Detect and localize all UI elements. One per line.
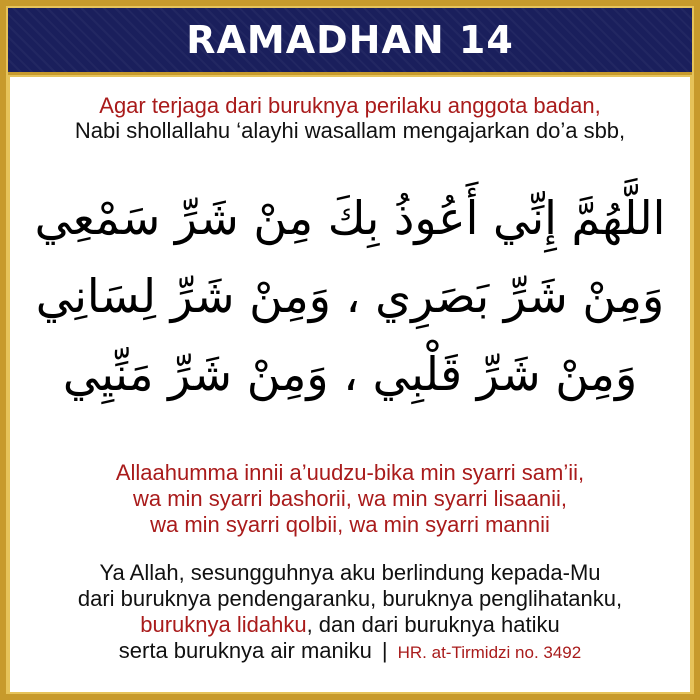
meaning-line-3-rest: , dan dari buruknya hatiku — [306, 612, 560, 637]
translit-line-2: wa min syarri bashorii, wa min syarri lisaanii, — [132, 486, 567, 511]
arabic-dua — [30, 179, 670, 413]
intro-line-1: Agar terjaga dari buruknya perilaku anggota badan, — [99, 93, 601, 118]
meaning-highlight: buruknya lidahku — [140, 612, 307, 637]
arabic-line-1: اللَّهُمَّ إِنِّي أَعُوذُ بِكَ مِنْ شَرِّ سَمْعِي — [34, 191, 666, 245]
meaning-line-4 — [10, 638, 690, 666]
transliteration — [10, 460, 690, 538]
meaning-line-4-text: serta buruknya air maniku — [118, 638, 372, 663]
intro-line-2: Nabi shollallahu ‘alayhi wasallam mengajarkan do’a sbb, — [74, 118, 626, 143]
header-banner — [8, 8, 692, 72]
content-panel — [10, 77, 690, 692]
meaning-line-2: dari buruknya pendengaranku, buruknya penglihatanku, — [77, 586, 623, 611]
page-title: RAMADHAN 14 — [186, 18, 514, 62]
source-separator: | — [381, 638, 388, 663]
arabic-line-3: وَمِنْ شَرِّ قَلْبِي ، وَمِنْ شَرِّ مَنِّيِي — [62, 347, 638, 401]
meaning-line-3 — [10, 612, 690, 638]
translit-line-1: Allaahumma innii a’uudzu-bika min syarri sam’ii, — [115, 460, 585, 485]
header-divider — [8, 72, 692, 75]
meaning-text — [10, 560, 690, 666]
translit-line-3: wa min syarri qolbii, wa min syarri mannii — [150, 512, 550, 537]
intro-text — [10, 93, 690, 143]
arabic-line-2: وَمِنْ شَرِّ بَصَرِي ، وَمِنْ شَرِّ لِسَانِي — [35, 269, 665, 323]
hadith-source: HR. at-Tirmidzi no. 3492 — [397, 643, 582, 662]
meaning-line-1: Ya Allah, sesungguhnya aku berlindung kepada-Mu — [99, 560, 601, 585]
